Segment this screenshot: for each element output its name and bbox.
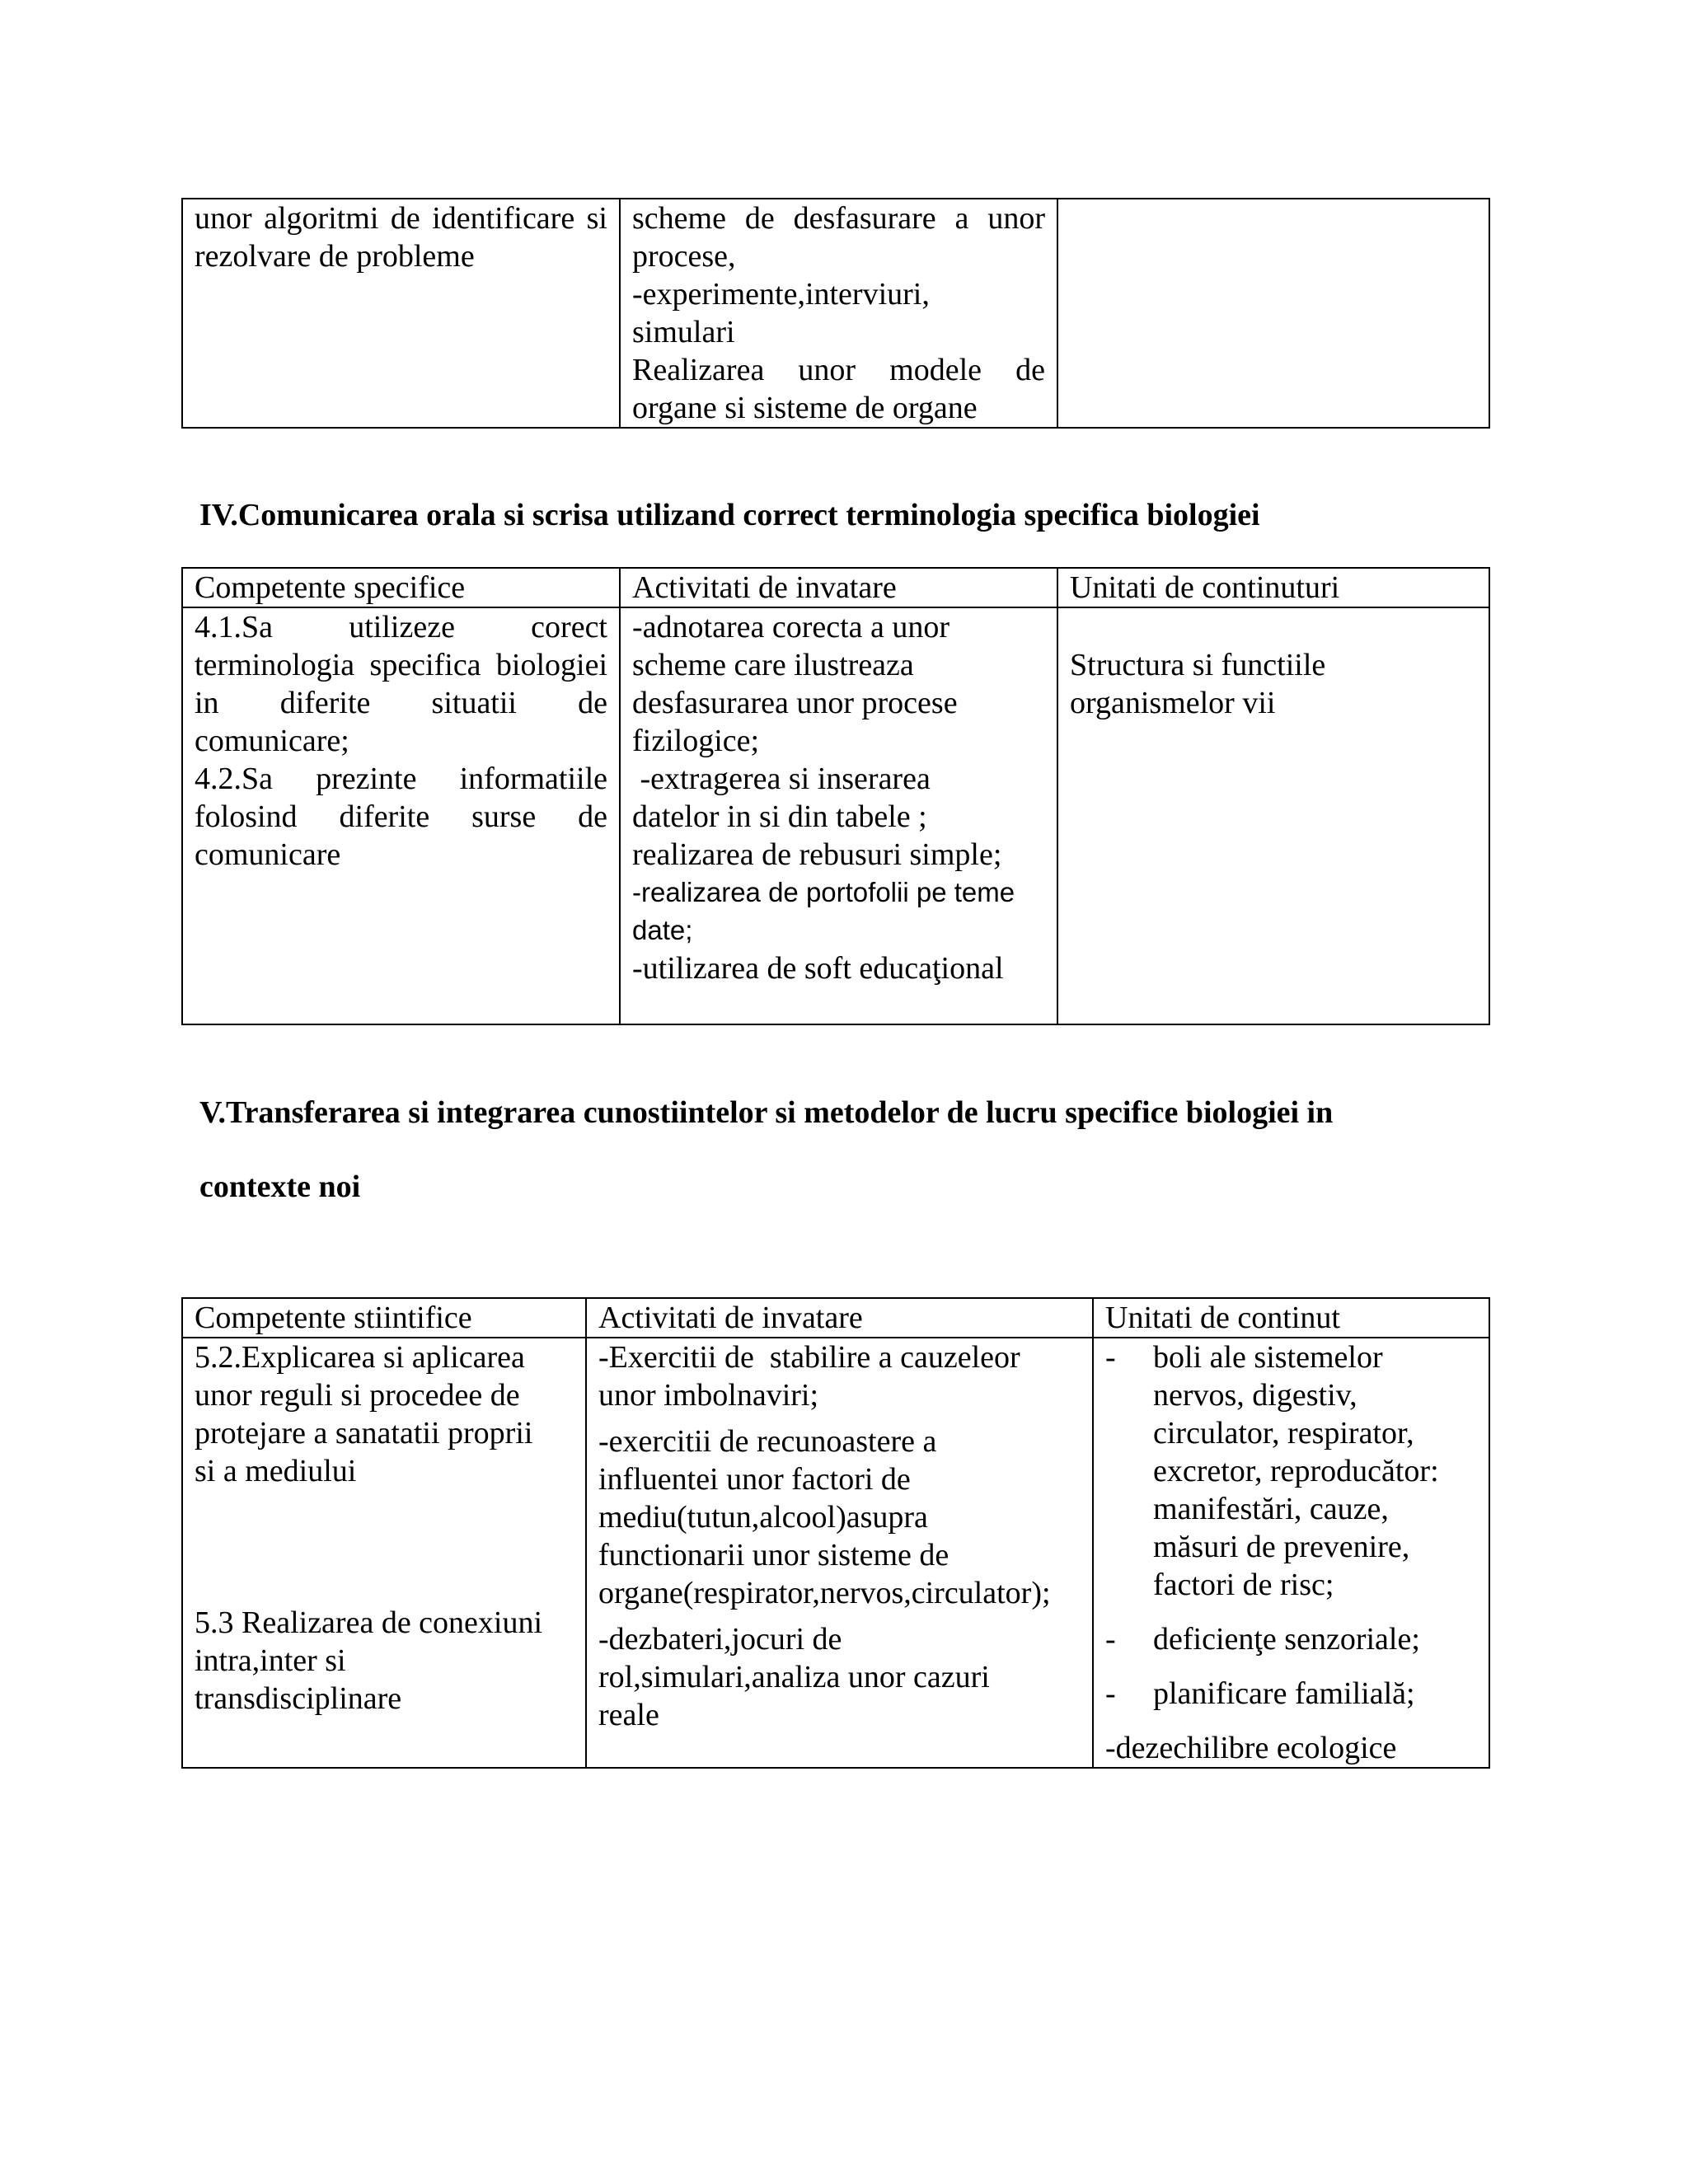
cell-line: simulari <box>632 315 735 349</box>
table-row <box>182 607 1489 1024</box>
list-marker: - <box>1105 1622 1116 1657</box>
section-iv-heading: IV.Comunicarea orala si scrisa utilizand correct terminologia specifica biologiei <box>199 498 1260 532</box>
cell-line: -experimente,interviuri, <box>632 277 930 312</box>
table-header-row <box>182 568 1489 607</box>
competence-item: 4.2.Sa prezinte informatiile folosind diferite surse de comunicare <box>195 762 607 872</box>
cell-line: 5.2.Explicarea si aplicarea <box>195 1340 525 1375</box>
table-cell <box>620 607 1057 1024</box>
cell-line: fizilogice; <box>632 724 760 758</box>
table-cell-empty <box>1057 199 1489 428</box>
cell-line: realizarea de rebusuri simple; <box>632 837 1002 872</box>
section-v-heading-line1: V.Transferarea si integrarea cunostiintelor si metodelor de lucru specifice biologiei in <box>199 1095 1334 1130</box>
competence-item: 4.1.Sa utilizeze corect terminologia specifica biologiei in diferite situatii de comunicare; <box>195 610 607 758</box>
cell-line: rol,simulari,analiza unor cazuri <box>598 1660 990 1694</box>
section-iv-table <box>181 567 1490 1025</box>
list-marker: - <box>1105 1676 1116 1711</box>
cell-line: -utilizarea de soft educaţional <box>632 951 1004 986</box>
column-header: Competente stiintifice <box>182 1298 586 1338</box>
cell-line: excretor, reproducător: <box>1153 1454 1439 1488</box>
list-item <box>1105 1675 1477 1713</box>
column-header: Competente specifice <box>182 568 620 607</box>
cell-line: organe(respirator,nervos,circulator); <box>598 1576 1051 1610</box>
cell-line: mediu(tutun,alcool)asupra <box>598 1500 928 1535</box>
column-header: Activitati de invatare <box>586 1298 1093 1338</box>
list-item <box>1105 1620 1477 1658</box>
cell-line: 5.3 Realizarea de conexiuni <box>195 1605 543 1640</box>
continued-table <box>181 198 1490 429</box>
table-cell <box>182 1338 586 1768</box>
cell-line: desfasurarea unor procese <box>632 686 958 720</box>
table-cell <box>1057 607 1489 1024</box>
cell-line: manifestări, cauze, <box>1153 1492 1389 1526</box>
table-cell <box>182 199 620 428</box>
cell-line: boli ale sistemelor <box>1153 1340 1383 1375</box>
table-cell <box>1093 1338 1489 1768</box>
cell-line: -dezechilibre ecologice <box>1105 1731 1397 1765</box>
cell-line: circulator, respirator, <box>1153 1416 1414 1451</box>
cell-line: -Exercitii de stabilire a cauzeleor <box>598 1340 1020 1375</box>
cell-line: -dezbateri,jocuri de <box>598 1622 842 1657</box>
cell-line: intra,inter si <box>195 1643 346 1678</box>
column-header: Unitati de continut <box>1093 1298 1489 1338</box>
table-cell <box>620 199 1057 428</box>
table-row <box>182 199 1489 428</box>
column-header: Unitati de continuturi <box>1057 568 1489 607</box>
list-item <box>1105 1338 1477 1604</box>
cell-line: -realizarea de portofolii pe teme date; <box>632 877 1015 945</box>
cell-line: unor reguli si procedee de <box>195 1378 520 1413</box>
cell-line: datelor in si din tabele ; <box>632 799 927 834</box>
section-v-heading-line2: contexte noi <box>199 1169 361 1204</box>
cell-line: Realizarea unor modele de organe si sisteme de organe <box>632 353 1045 425</box>
table-row <box>182 1338 1489 1768</box>
cell-line: planificare familială; <box>1153 1676 1415 1711</box>
cell-line: -extragerea si inserarea <box>632 762 931 796</box>
cell-line: scheme care ilustreaza <box>632 648 914 682</box>
cell-line: functionarii unor sisteme de <box>598 1538 950 1572</box>
table-cell <box>182 607 620 1024</box>
cell-line: nervos, digestiv, <box>1153 1378 1357 1413</box>
cell-line: Structura si functiile <box>1070 648 1326 682</box>
column-header: Activitati de invatare <box>620 568 1057 607</box>
table-header-row <box>182 1298 1489 1338</box>
cell-line: transdisciplinare <box>195 1681 402 1716</box>
cell-line: organismelor vii <box>1070 686 1276 720</box>
cell-line: protejare a sanatatii proprii <box>195 1416 533 1451</box>
cell-line: -exercitii de recunoastere a <box>598 1424 937 1459</box>
cell-text: unor algoritmi de identificare si rezolvare de probleme <box>195 201 607 274</box>
cell-line: factori de risc; <box>1153 1568 1334 1602</box>
table-cell <box>586 1338 1093 1768</box>
cell-line: si a mediului <box>195 1454 357 1488</box>
cell-line: unor imbolnaviri; <box>598 1378 819 1413</box>
cell-line: reale <box>598 1698 659 1732</box>
cell-line: -adnotarea corecta a unor <box>632 610 950 644</box>
cell-line: deficienţe senzoriale; <box>1153 1622 1420 1657</box>
cell-line: influentei unor factori de <box>598 1462 911 1497</box>
cell-line: măsuri de prevenire, <box>1153 1530 1410 1564</box>
cell-line: scheme de desfasurare a unor procese, <box>632 201 1045 274</box>
section-v-table <box>181 1297 1490 1769</box>
list-marker: - <box>1105 1340 1116 1375</box>
